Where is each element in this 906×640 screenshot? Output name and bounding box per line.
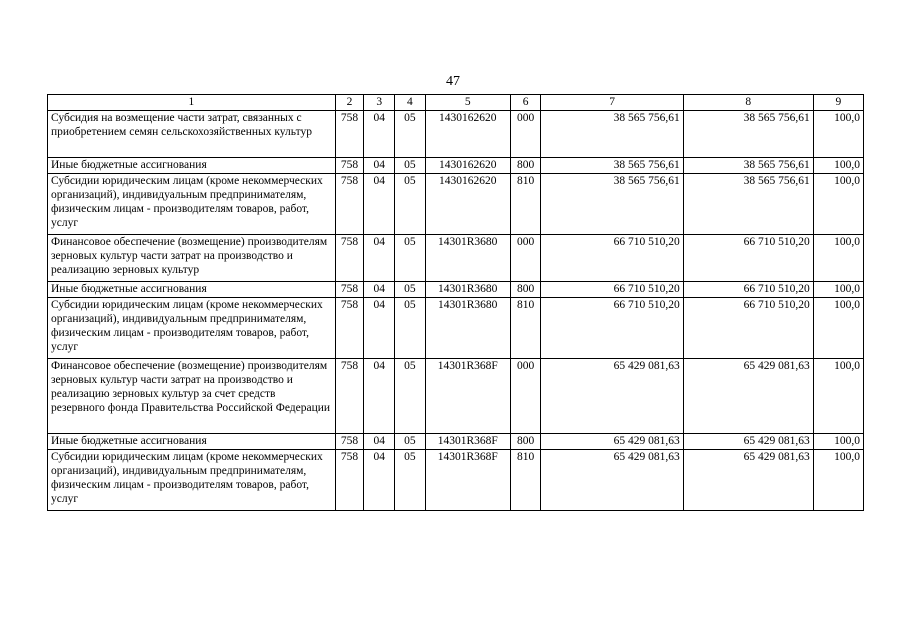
execution-percent: 100,0 (813, 450, 863, 511)
target-article-code: 14301R3680 (425, 298, 510, 359)
planned-amount: 66 710 510,20 (541, 282, 683, 298)
expense-type-code: 000 (510, 235, 541, 282)
expense-type-code: 000 (510, 111, 541, 158)
column-header: 4 (395, 95, 426, 111)
subsection-code: 05 (395, 282, 426, 298)
subsection-code: 05 (395, 174, 426, 235)
target-article-code: 14301R368F (425, 434, 510, 450)
section-code: 04 (364, 359, 395, 434)
subsection-code: 05 (395, 235, 426, 282)
row-name: Финансовое обеспечение (возмещение) производителям зерновых культур части затрат на производство и реализацию зерновых культур (48, 235, 336, 282)
column-header: 8 (683, 95, 813, 111)
dept-code: 758 (335, 359, 364, 434)
target-article-code: 1430162620 (425, 174, 510, 235)
target-article-code: 14301R368F (425, 450, 510, 511)
dept-code: 758 (335, 235, 364, 282)
section-code: 04 (364, 434, 395, 450)
row-name: Финансовое обеспечение (возмещение) производителям зерновых культур части затрат на производство и реализацию зерновых культур за счет средств резервного фонда Правительства Российской Федерации (48, 359, 336, 434)
planned-amount: 65 429 081,63 (541, 434, 683, 450)
planned-amount: 65 429 081,63 (541, 359, 683, 434)
section-code: 04 (364, 450, 395, 511)
column-header: 3 (364, 95, 395, 111)
section-code: 04 (364, 111, 395, 158)
execution-percent: 100,0 (813, 282, 863, 298)
subsection-code: 05 (395, 158, 426, 174)
target-article-code: 14301R368F (425, 359, 510, 434)
subsection-code: 05 (395, 359, 426, 434)
execution-percent: 100,0 (813, 359, 863, 434)
table-row (48, 158, 864, 174)
expense-type-code: 800 (510, 434, 541, 450)
execution-percent: 100,0 (813, 298, 863, 359)
row-name: Субсидии юридическим лицам (кроме некоммерческих организаций), индивидуальным предпринимателям, физическим лицам - производителям товаров, работ, услуг (48, 174, 336, 235)
expense-type-code: 810 (510, 174, 541, 235)
planned-amount: 38 565 756,61 (541, 111, 683, 158)
section-code: 04 (364, 158, 395, 174)
section-code: 04 (364, 235, 395, 282)
column-header: 9 (813, 95, 863, 111)
planned-amount: 66 710 510,20 (541, 298, 683, 359)
row-name: Субсидии юридическим лицам (кроме некоммерческих организаций), индивидуальным предпринимателям, физическим лицам - производителям товаров, работ, услуг (48, 298, 336, 359)
column-header: 1 (48, 95, 336, 111)
dept-code: 758 (335, 298, 364, 359)
column-header: 5 (425, 95, 510, 111)
row-name: Иные бюджетные ассигнования (48, 434, 336, 450)
execution-percent: 100,0 (813, 158, 863, 174)
executed-amount: 65 429 081,63 (683, 434, 813, 450)
section-code: 04 (364, 282, 395, 298)
planned-amount: 38 565 756,61 (541, 158, 683, 174)
expense-type-code: 000 (510, 359, 541, 434)
expense-type-code: 800 (510, 158, 541, 174)
target-article-code: 1430162620 (425, 158, 510, 174)
table-row (48, 434, 864, 450)
executed-amount: 38 565 756,61 (683, 158, 813, 174)
column-header: 2 (335, 95, 364, 111)
subsection-code: 05 (395, 450, 426, 511)
execution-percent: 100,0 (813, 434, 863, 450)
target-article-code: 14301R3680 (425, 235, 510, 282)
table-row (48, 450, 864, 511)
subsection-code: 05 (395, 111, 426, 158)
dept-code: 758 (335, 174, 364, 235)
execution-percent: 100,0 (813, 235, 863, 282)
executed-amount: 65 429 081,63 (683, 359, 813, 434)
table-row (48, 235, 864, 282)
table-row (48, 298, 864, 359)
expense-type-code: 800 (510, 282, 541, 298)
executed-amount: 38 565 756,61 (683, 111, 813, 158)
subsection-code: 05 (395, 434, 426, 450)
planned-amount: 66 710 510,20 (541, 235, 683, 282)
executed-amount: 66 710 510,20 (683, 298, 813, 359)
section-code: 04 (364, 298, 395, 359)
table-row (48, 359, 864, 434)
target-article-code: 1430162620 (425, 111, 510, 158)
subsection-code: 05 (395, 298, 426, 359)
executed-amount: 66 710 510,20 (683, 282, 813, 298)
dept-code: 758 (335, 158, 364, 174)
row-name: Субсидия на возмещение части затрат, связанных с приобретением семян сельскохозяйственных культур (48, 111, 336, 158)
execution-percent: 100,0 (813, 174, 863, 235)
executed-amount: 66 710 510,20 (683, 235, 813, 282)
budget-table (47, 94, 864, 511)
planned-amount: 65 429 081,63 (541, 450, 683, 511)
table-row (48, 174, 864, 235)
planned-amount: 38 565 756,61 (541, 174, 683, 235)
dept-code: 758 (335, 450, 364, 511)
dept-code: 758 (335, 282, 364, 298)
table-header-row (48, 95, 864, 111)
page-number: 47 (446, 74, 460, 89)
column-header: 6 (510, 95, 541, 111)
row-name: Субсидии юридическим лицам (кроме некоммерческих организаций), индивидуальным предпринимателям, физическим лицам - производителям товаров, работ, услуг (48, 450, 336, 511)
table-row (48, 282, 864, 298)
row-name: Иные бюджетные ассигнования (48, 282, 336, 298)
dept-code: 758 (335, 111, 364, 158)
expense-type-code: 810 (510, 450, 541, 511)
table-row (48, 111, 864, 158)
execution-percent: 100,0 (813, 111, 863, 158)
row-name: Иные бюджетные ассигнования (48, 158, 336, 174)
target-article-code: 14301R3680 (425, 282, 510, 298)
executed-amount: 38 565 756,61 (683, 174, 813, 235)
section-code: 04 (364, 174, 395, 235)
expense-type-code: 810 (510, 298, 541, 359)
executed-amount: 65 429 081,63 (683, 450, 813, 511)
column-header: 7 (541, 95, 683, 111)
dept-code: 758 (335, 434, 364, 450)
